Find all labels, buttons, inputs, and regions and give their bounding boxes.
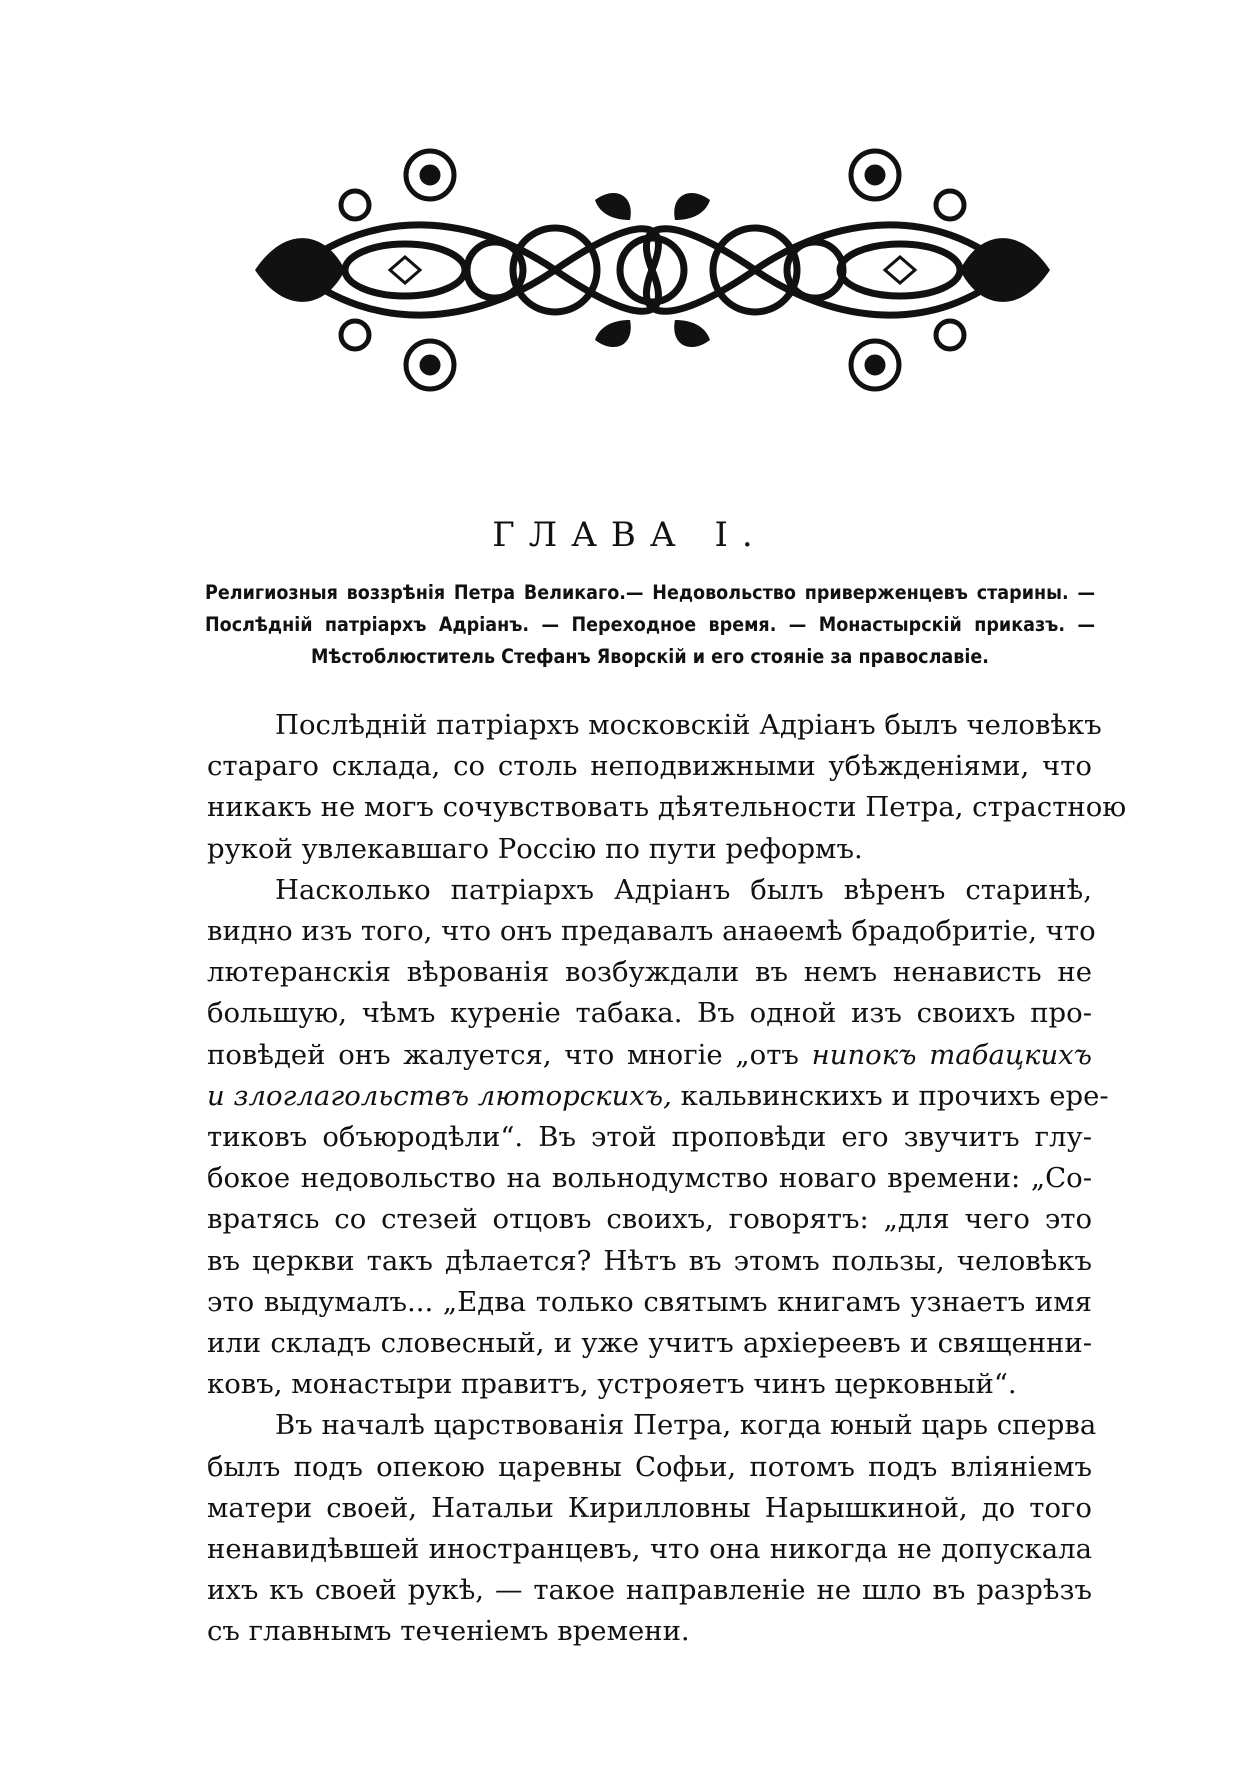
- body-line: Въ началѣ царствованія Петра, когда юный царь сперва: [275, 1409, 1097, 1442]
- body-line: вратясь со стезей отцовъ своихъ, говорятъ: „для чего это: [207, 1203, 1092, 1236]
- body-line: это выдумалъ... „Едва только святымъ книгамъ узнаетъ имя: [207, 1285, 1092, 1318]
- body-text-run: кальвинскихъ и прочихъ ере-: [671, 1079, 1109, 1112]
- body-text-run: повѣдей онъ жалуется, что многіе „отъ: [207, 1038, 812, 1071]
- body-line: видно изъ того, что онъ предавалъ анаѳемѣ брадобритіе, что: [207, 915, 1096, 948]
- body-line: тиковъ объюродѣли“. Въ этой проповѣди его звучитъ глу-: [207, 1121, 1092, 1154]
- body-line: ковъ, монастыри правитъ, устрояетъ чинъ церковный“.: [207, 1368, 1017, 1401]
- body-line: Насколько патріархъ Адріанъ былъ вѣренъ старинѣ,: [275, 873, 1092, 906]
- summary-line: Послѣдній патріархъ Адріанъ. — Переходное время. — Монастырскій приказъ. —: [205, 613, 1095, 636]
- body-line: или складъ словесный, и уже учитъ архіереевъ и священни-: [207, 1327, 1092, 1360]
- body-line: никакъ не могъ сочувствовать дѣятельности Петра, страстною: [207, 791, 1127, 824]
- body-line: Послѣдній патріархъ московскій Адріанъ былъ человѣкъ: [275, 709, 1102, 741]
- body-line: большую, чѣмъ куреніе табака. Въ одной изъ своихъ про-: [207, 997, 1092, 1030]
- body-line: въ церкви такъ дѣлается? Нѣтъ въ этомъ пользы, человѣкъ: [207, 1244, 1092, 1277]
- body-line: [207, 1035, 1092, 1076]
- italic-quote: и злоглагольствъ люторскихъ,: [207, 1079, 672, 1112]
- body-line: ненавидѣвшей иностранцевъ, что она никогда не допускала: [207, 1533, 1092, 1566]
- interlace-headpiece-icon: [255, 145, 1050, 395]
- body-line: [207, 1076, 1109, 1117]
- body-line: матери своей, Натальи Кирилловны Нарышкиной, до того: [207, 1491, 1092, 1524]
- body-line: стараго склада, со столь неподвижными убѣжденіями, что: [207, 750, 1092, 783]
- chapter-title: ГЛАВА I.: [492, 515, 767, 555]
- body-line: съ главнымъ теченіемъ времени.: [207, 1615, 690, 1648]
- italic-quote: нипокъ табацкихъ: [811, 1038, 1092, 1071]
- body-line: ихъ къ своей рукѣ, — такое направленіе не шло въ разрѣзъ: [207, 1574, 1092, 1607]
- body-line: рукой увлекавшаго Россію по пути реформъ.: [207, 832, 863, 865]
- chapter-summary: [205, 577, 1095, 673]
- chapter-body: [207, 705, 1127, 1653]
- body-line: лютеранскія вѣрованія возбуждали въ немъ ненависть не: [207, 956, 1092, 989]
- summary-line: Религиозныя воззрѣнія Петра Великаго.— Недовольство приверженцевъ старины. —: [205, 581, 1095, 604]
- body-line: былъ подъ опекою царевны Софьи, потомъ подъ вліяніемъ: [207, 1450, 1092, 1483]
- body-line: бокое недовольство на вольнодумство новаго времени: „Со-: [207, 1162, 1092, 1195]
- summary-line: Мѣстоблюститель Стефанъ Яворскій и его стояніе за православіе.: [311, 645, 989, 668]
